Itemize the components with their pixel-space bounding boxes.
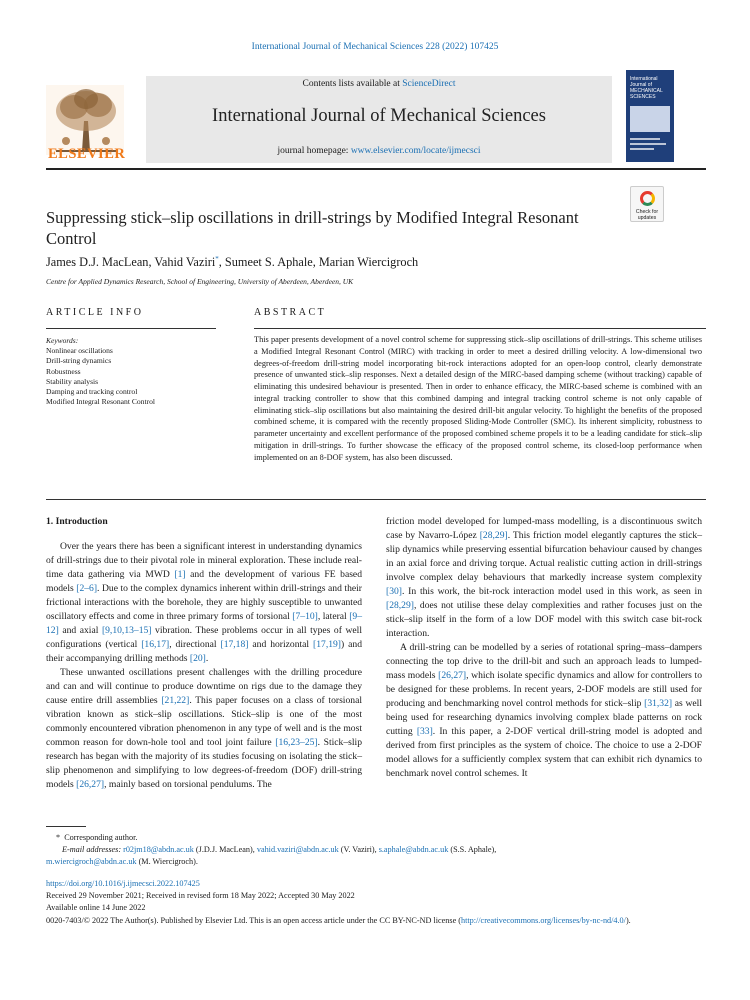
- journal-banner: [146, 76, 612, 163]
- email-owner: (S.S. Aphale),: [450, 845, 497, 854]
- cover-graphic: [630, 106, 670, 132]
- authors-rest: , Sumeet S. Aphale, Marian Wiercigroch: [218, 255, 419, 270]
- paragraph-text: A drill-string can be modelled by a series of rotational spring–mass–dampers connecting the top drive to the drill-bit and such an approach leads to lumped-mass models: [386, 642, 702, 681]
- keyword-item: Robustness: [46, 366, 81, 376]
- paragraph-text: friction model developed for lumped-mass modelling, is a discontinuous switch case by Navarro-López: [386, 516, 702, 541]
- citation-link[interactable]: [31,32]: [644, 698, 673, 709]
- contents-prefix: Contents lists available at: [302, 79, 403, 89]
- available-online: Available online 14 June 2022: [46, 903, 146, 913]
- check-updates-label: [631, 209, 663, 221]
- section-heading-introduction: 1. Introduction: [46, 516, 108, 527]
- check-updates-icon: [640, 191, 655, 206]
- check-updates-line2: updates: [637, 215, 657, 221]
- body-column-right: [386, 515, 702, 781]
- abstract-heading: ABSTRACT: [254, 307, 327, 318]
- doi-link[interactable]: https://doi.org/10.1016/j.ijmecsci.2022.107425: [46, 879, 200, 888]
- citation-link[interactable]: [21,22]: [161, 695, 190, 706]
- paragraph-text: .: [205, 653, 209, 664]
- paragraph-text: . In this paper, a 2-DOF vertical drill-string model is adopted and derived from first principles as the system of choice. The choice to use a 2-DOF model allows for a sufficiently complex system that can exhibit rich dynamics to benchmark novel control schemes. It: [386, 726, 702, 779]
- paragraph-text: . Stick–slip research has began with the majority of its studies focusing on isolating the stick–slip phenomenon and simplifying to low degrees-of-freedom (DOF) drill-string models: [46, 737, 362, 790]
- paragraph-text: These unwanted oscillations present challenges with the drilling procedure and can and will continue to produce downtime on rigs due to the damage they cause entire drill assemblies: [46, 667, 362, 706]
- paragraph: [46, 666, 362, 792]
- keywords-label: Keywords:: [46, 336, 79, 345]
- email-owner: (J.D.J. MacLean),: [195, 845, 255, 854]
- authors-first: James D.J. MacLean, Vahid Vaziri: [46, 255, 216, 270]
- received-dates: Received 29 November 2021; Received in revised form 18 May 2022; Accepted 30 May 2022: [46, 891, 355, 901]
- paragraph-text: Over the years there has been a significant interest in understanding dynamics of drill-strings due to their pivotal role in mineral exploration. These include real-time data gathering via MWD: [46, 541, 362, 580]
- affiliation: Centre for Applied Dynamics Research, School of Engineering, University of Aberdeen, Aberdeen, UK: [46, 277, 354, 286]
- abstract-text: This paper presents development of a novel control scheme for suppressing stick–slip oscillations of drill-strings. This scheme utilises a Modified Integral Resonant Control (MIRC) with tracking in order to meet a desired drilling velocity. A low-dimensional two degrees-of-freedom drill-string model incorporating bit-rock interactions adopted for an open-loop control, clearly demonstrate presence of unwanted stick–slip responses. Next a detailed design of the MIRC-based damping scheme (without tracking) capable of eliminating this undesired behaviour is presented. Then in order to enhance efficacy, the MIRC-based scheme is combined with an integral tracking controller to show that this combined damping and integral tracking control scheme is not only capable of eliminating stick–slip oscillations but also maintaining the desired drill-bit angular velocity. To highlight the benefits of the proposed combined scheme, it is compared with the recently proposed Sliding-Mode Controller (SMC). Its inherent simplicity, robustness to parameter uncertainty and excellent performance of the proposed combined scheme propels it to be a leading candidate for stick–slip mitigation in drill-strings. To further showcase the efficacy of the proposed control scheme, its closed-loop performance when implemented on an 8-DOF system, has also been discussed.: [254, 335, 702, 462]
- cover-title: International Journal of MECHANICAL SCIENCES: [630, 76, 663, 100]
- paragraph-text: vibration. These problems occur in all types of well configurations (vertical: [46, 625, 362, 650]
- email-link[interactable]: vahid.vaziri@abdn.ac.uk: [256, 845, 339, 854]
- cover-lines-icon: [630, 136, 670, 156]
- footnote-rule: [46, 826, 86, 827]
- corresponding-author-note: [56, 832, 716, 844]
- contents-line: [146, 79, 612, 89]
- license-line: [46, 915, 706, 927]
- paragraph-text: . This friction model elegantly captures the stick–slip dynamics while preserving essential bifurcation behaviour caused by changes in an axial force and driving torque. Actual realistic cutting action in drill-strings involve complex delay behaviours that markedly increase system complexity: [386, 530, 702, 583]
- citation-link[interactable]: [33]: [416, 726, 433, 737]
- license-link[interactable]: http://creativecommons.org/licenses/by-nc-nd/4.0/: [461, 915, 626, 925]
- keyword-item: Damping and tracking control: [46, 387, 138, 397]
- license-text-end: ).: [625, 915, 631, 925]
- corresponding-author-mark[interactable]: *: [215, 255, 219, 263]
- citation-link[interactable]: [28,29]: [479, 530, 508, 541]
- citation-link[interactable]: [9,10,13–15]: [101, 625, 152, 636]
- paragraph-text: , directional: [169, 639, 221, 650]
- paragraph-text: as well being used for researching dynamics involving complex blade patterns on rock cutting: [386, 698, 702, 737]
- citation-link[interactable]: [1]: [174, 569, 186, 580]
- paragraph-text: and axial: [58, 625, 102, 636]
- paragraph-text: . Due to the complex dynamics inherent within drill-strings and their frictional interactions with the borehole, they are highly susceptible to unwanted oscillatory effects and come in three primary forms of torsional: [46, 583, 362, 622]
- masthead: [46, 76, 706, 166]
- check-for-updates-badge[interactable]: [630, 186, 664, 222]
- citation-link[interactable]: [17,19]: [313, 639, 342, 650]
- citation-link[interactable]: [9–12]: [46, 611, 362, 636]
- email-addresses-continued: [46, 856, 706, 868]
- journal-cover-thumbnail[interactable]: [626, 70, 674, 162]
- email-link[interactable]: r02jm18@abdn.ac.uk: [123, 845, 194, 854]
- email-label: E-mail addresses:: [62, 845, 122, 854]
- paragraph-text: , which isolate specific dynamics and allow for controllers to be designed for these problems. In recent years, 2-DOF models are still used for producing and benchmarking novel control methods for stick–slip: [386, 670, 702, 709]
- keyword-item: Stability analysis: [46, 376, 99, 386]
- citation-link[interactable]: [26,27]: [76, 779, 105, 790]
- author-list: [46, 255, 418, 270]
- keyword-item: Nonlinear oscillations: [46, 346, 113, 355]
- body-column-left: [46, 540, 362, 792]
- sciencedirect-link[interactable]: ScienceDirect: [402, 79, 456, 89]
- paragraph-text: , mainly based on torsional pendulums. The: [104, 779, 272, 790]
- journal-title: International Journal of Mechanical Sciences: [212, 106, 546, 126]
- homepage-prefix: journal homepage:: [277, 146, 351, 156]
- paragraph-text: , does not utilise these delay complexities and rather focuses just on the stick–slip itself in the form of a low DOF model with this switch case bit-rock interaction.: [386, 600, 702, 639]
- publisher-name: ELSEVIER: [48, 146, 126, 162]
- paragraph: [46, 540, 362, 666]
- citation-link[interactable]: [30]: [386, 586, 402, 597]
- email-link[interactable]: m.wiercigroch@abdn.ac.uk: [46, 857, 137, 866]
- citation-link[interactable]: [16,17]: [141, 639, 170, 650]
- email-link[interactable]: s.aphale@abdn.ac.uk: [378, 845, 449, 854]
- email-owner: (V. Vaziri),: [340, 845, 377, 854]
- article-info-heading: ARTICLE INFO: [46, 307, 144, 318]
- paragraph-text: and the development of various FE based models: [46, 569, 362, 594]
- paragraph-text: and horizontal: [248, 639, 314, 650]
- paragraph-text: . In this work, the bit-rock interaction model used in this work, as seen in: [401, 586, 702, 597]
- paragraph-text: , lateral: [317, 611, 350, 622]
- article-title: Suppressing stick–slip oscillations in drill-strings by Modified Integral Resonant Control: [46, 208, 579, 248]
- citation-link[interactable]: [7–10]: [292, 611, 318, 622]
- header-rule: [46, 168, 706, 170]
- abstract-rule: [254, 328, 706, 329]
- citation-link[interactable]: [26,27]: [438, 670, 467, 681]
- corresponding-author-label: Corresponding author.: [64, 833, 138, 842]
- citation-link[interactable]: [17,18]: [220, 639, 249, 650]
- paragraph-text: ) and their accompanying drilling methods: [46, 639, 362, 664]
- publication-info: [46, 878, 706, 927]
- keyword-item: Modified Integral Resonant Control: [46, 397, 156, 407]
- article-info-rule: [46, 328, 216, 329]
- check-updates-line1: Check for: [635, 209, 659, 215]
- paragraph: [386, 515, 702, 641]
- email-owner: (M. Wiercigroch).: [138, 857, 198, 866]
- email-addresses: [62, 844, 722, 856]
- citation-link[interactable]: [20]: [189, 653, 206, 664]
- paragraph-text: . This paper focuses on a class of torsional vibration known as stick–slip oscillations. Stick–slip is one of the most commonly encountered vibration phenomenon in any type of well and is the most common reason for down-hole tool and tool joint failure: [46, 695, 362, 748]
- footnote-mark: *: [56, 833, 61, 842]
- homepage-line: [146, 146, 612, 156]
- citation-link[interactable]: [16,23–25]: [275, 737, 318, 748]
- homepage-link[interactable]: www.elsevier.com/locate/ijmecsci: [350, 146, 481, 156]
- paragraph: [386, 641, 702, 781]
- journal-reference[interactable]: International Journal of Mechanical Sciences 228 (2022) 107425: [251, 42, 499, 52]
- keyword-item: Drill-string dynamics: [46, 356, 112, 366]
- citation-link[interactable]: [28,29]: [386, 600, 414, 611]
- license-text: 0020-7403/© 2022 The Author(s). Published by Elsevier Ltd. This is an open access article under the CC BY-NC-ND license (: [46, 915, 461, 925]
- abstract-bottom-rule: [46, 499, 706, 500]
- citation-link[interactable]: [2–6]: [76, 583, 98, 594]
- keyword-list: [46, 346, 155, 408]
